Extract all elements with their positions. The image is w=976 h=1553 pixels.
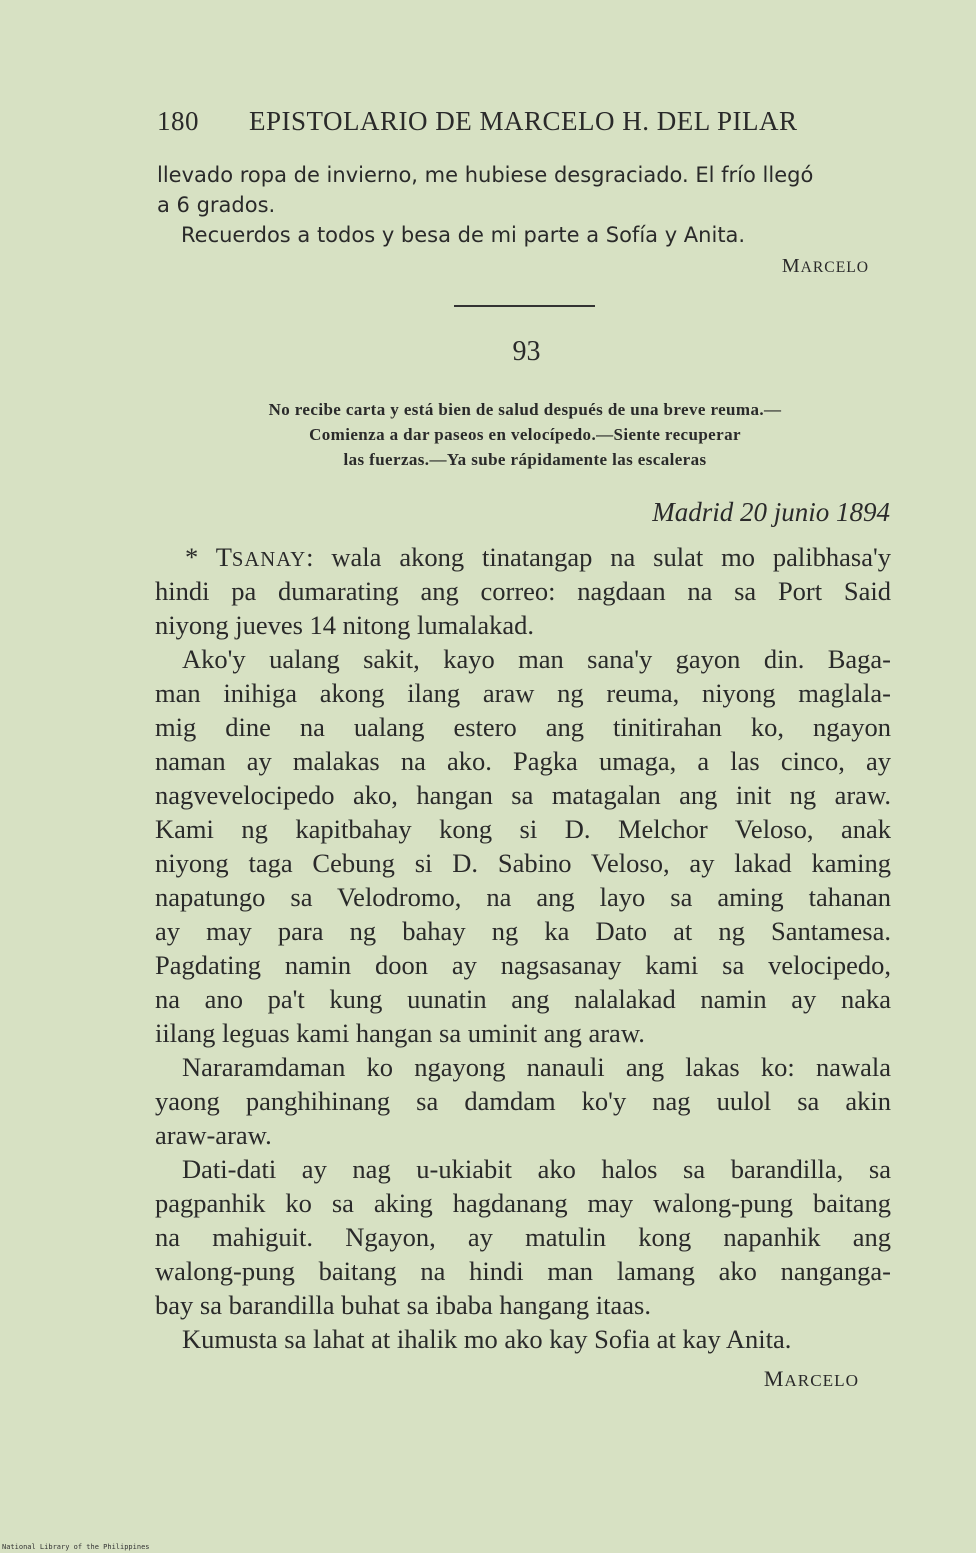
text-line: araw-araw. [155, 1120, 272, 1150]
summary-line: No recibe carta y está bien de salud después de una breve reuma.— [268, 400, 782, 419]
text-line: Kami ng kapitbahay kong si D. Melchor Veloso, anak [155, 814, 891, 844]
text-line: bay sa barandilla buhat sa ibaba hangang itaas. [155, 1290, 651, 1320]
text-line: man inihiga akong ilang araw ng reuma, niyong maglala- [155, 678, 891, 708]
text-line: yaong panghihinang sa damdam ko'y nag uulol sa akin [155, 1086, 891, 1116]
running-title: EPISTOLARIO DE MARCELO H. DEL PILAR [249, 106, 798, 136]
text-line: Recuerdos a todos y besa de mi parte a Sofía y Anita. [181, 223, 746, 247]
text-line: na mahiguit. Ngayon, ay matulin kong napanhik ang [155, 1222, 891, 1252]
text-line: napatungo sa Velodromo, na ang layo sa aming tahanan [155, 882, 891, 912]
text-line: Kumusta sa lahat at ihalik mo ako kay Sofia at kay Anita. [182, 1324, 792, 1354]
summary-line: las fuerzas.—Ya sube rápidamente las escaleras [343, 450, 707, 469]
text-line: Dati-dati ay nag u-ukiabit ako halos sa barandilla, sa [182, 1154, 891, 1184]
letter-body [155, 540, 891, 1356]
previous-letter-signature: MARCELO [781, 255, 869, 277]
text-line: Ako'y ualang sakit, kayo man sana'y gayon din. Baga- [182, 644, 891, 674]
text-line: hindi pa dumarating ang correo: nagdaan na sa Port Said [155, 576, 891, 606]
text-line: nagvevelocipedo ako, hangan sa matagalan ang init ng araw. [155, 780, 891, 810]
text-line: Nararamdaman ko ngayong nanauli ang lakas ko: nawala [182, 1052, 891, 1082]
text-line: niyong taga Cebung si D. Sabino Veloso, ay lakad kaming [155, 848, 891, 878]
summary-line: Comienza a dar paseos en velocípedo.—Siente recuperar [309, 425, 741, 444]
previous-letter-ending [157, 160, 893, 250]
text-line: Pagdating namin doon ay nagsasanay kami sa velocipedo, [155, 950, 891, 980]
text-line: walong-pung baitang na hindi man lamang ako nanganga- [155, 1256, 891, 1286]
letter-signature: MARCELO [763, 1366, 859, 1391]
text-line: na ano pa't kung uunatin ang nalalakad namin ay naka [155, 984, 891, 1014]
page-number: 180 [157, 106, 199, 136]
text-line: naman ay malakas na ako. Pagka umaga, a las cinco, ay [155, 746, 891, 776]
text-line: llevado ropa de invierno, me hubiese desgraciado. El frío llegó [157, 163, 814, 187]
section-divider [454, 305, 595, 307]
letter-summary [157, 397, 893, 472]
library-credit: National Library of the Philippines [2, 1543, 150, 1551]
text-line: a 6 grados. [157, 193, 276, 217]
letter-dateline: Madrid 20 junio 1894 [652, 497, 890, 527]
text-line: mig dine na ualang estero ang tinitirahan ko, ngayon [155, 712, 891, 742]
text-line: niyong jueves 14 nitong lumalakad. [155, 610, 535, 640]
text-line: * TSANAY: wala akong tinatangap na sulat mo palibhasa'y [185, 542, 892, 572]
letter-number: 93 [512, 336, 541, 367]
running-header [157, 106, 817, 137]
text-line: iilang leguas kami hangan sa uminit ang araw. [155, 1018, 645, 1048]
text-line: pagpanhik ko sa aking hagdanang may walong-pung baitang [155, 1188, 891, 1218]
text-line: ay may para ng bahay ng ka Dato at ng Santamesa. [155, 916, 891, 946]
